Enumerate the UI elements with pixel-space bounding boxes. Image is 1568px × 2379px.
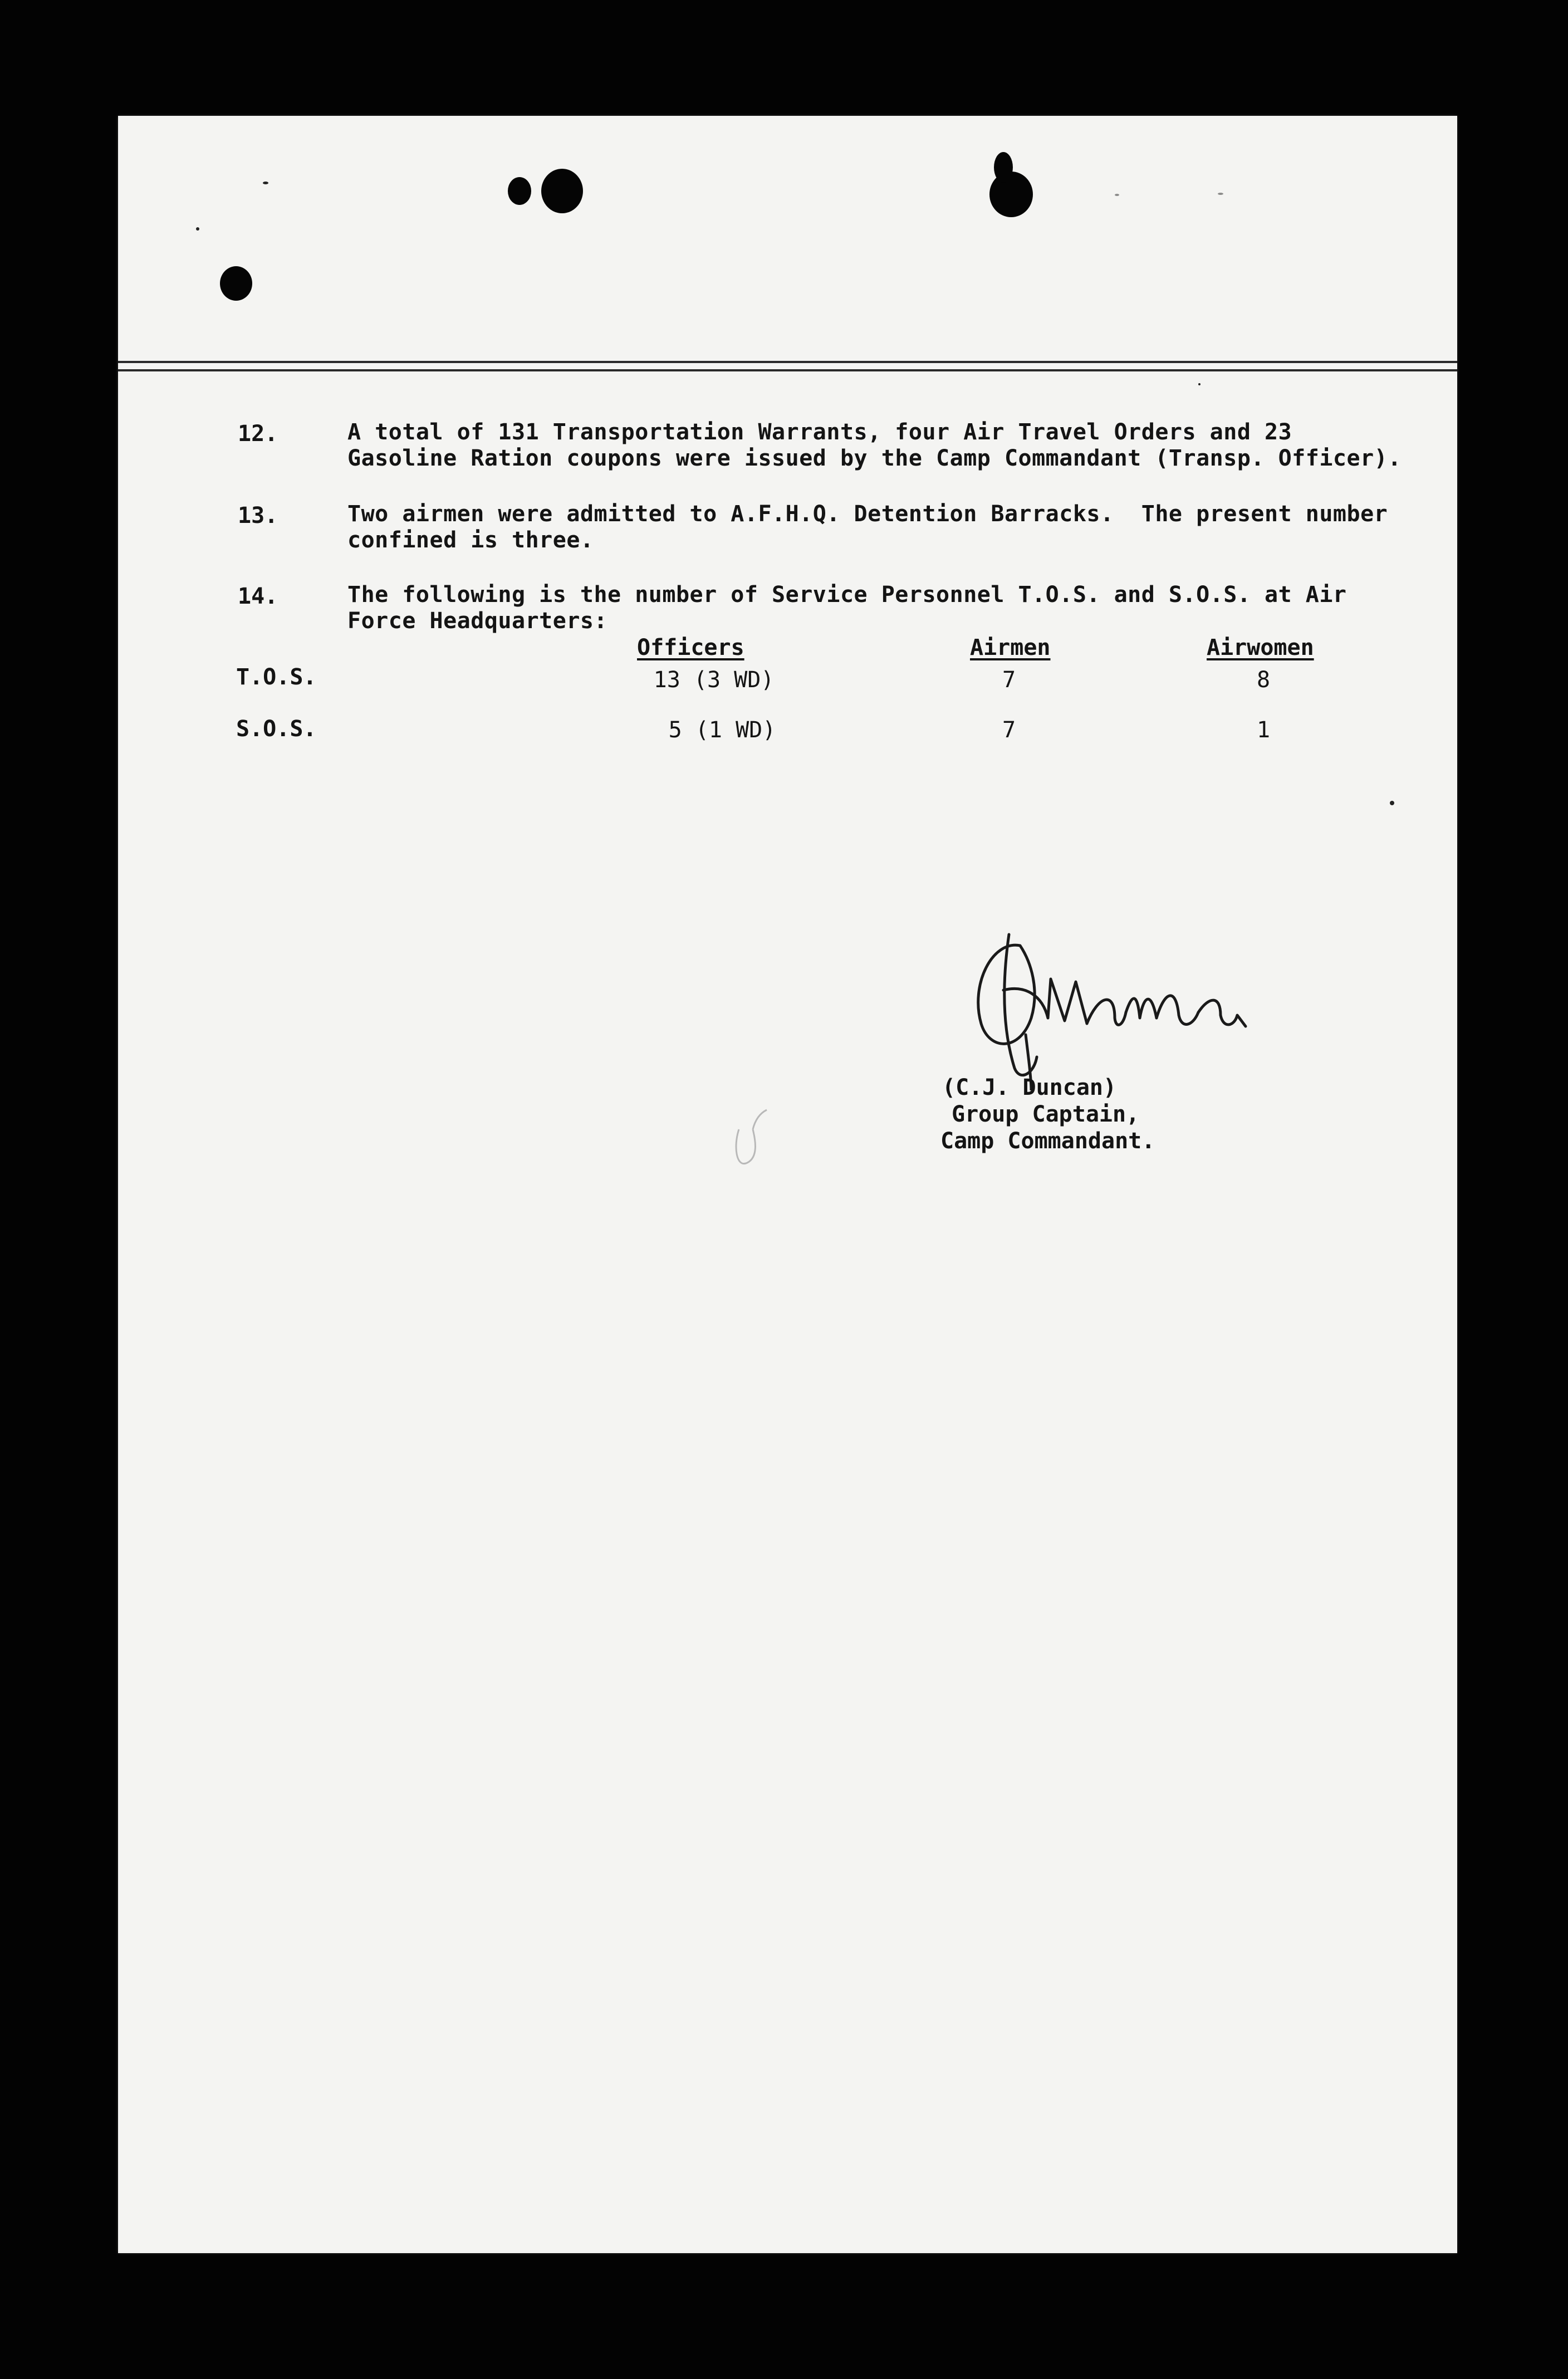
punch-hole bbox=[508, 177, 531, 205]
cell-officers-tos: 13 (3 WD) bbox=[653, 667, 775, 693]
scan-speck bbox=[196, 227, 199, 231]
punch-hole bbox=[989, 172, 1033, 217]
item-text-line: Gasoline Ration coupons were issued by the Camp Commandant (Transp. Officer). bbox=[347, 446, 1402, 471]
item-text-line: A total of 131 Transportation Warrants, four Air Travel Orders and 23 bbox=[347, 419, 1292, 445]
scan-speck bbox=[1390, 801, 1394, 805]
row-label-tos: T.O.S. bbox=[236, 664, 317, 690]
header-rule-bottom bbox=[118, 369, 1457, 371]
item-number: 14. bbox=[238, 584, 278, 609]
column-header-airmen: Airmen bbox=[970, 635, 1051, 660]
cell-officers-sos: 5 (1 WD) bbox=[668, 717, 776, 743]
cell-airmen-tos: 7 bbox=[1002, 667, 1016, 693]
item-text-line: Two airmen were admitted to A.F.H.Q. Detention Barracks. The present number bbox=[347, 501, 1388, 527]
item-number: 13. bbox=[238, 503, 278, 528]
document-page bbox=[118, 116, 1457, 2253]
item-number: 12. bbox=[238, 421, 278, 447]
signatory-rank: Group Captain, bbox=[952, 1102, 1140, 1127]
cell-airmen-sos: 7 bbox=[1002, 717, 1016, 743]
signatory-name: (C.J. Duncan) bbox=[942, 1075, 1117, 1100]
header-rule-top bbox=[118, 361, 1457, 363]
scan-speck bbox=[1218, 193, 1223, 195]
scan-speck bbox=[1198, 383, 1200, 385]
punch-hole bbox=[220, 266, 252, 301]
signatory-title: Camp Commandant. bbox=[940, 1128, 1155, 1154]
cell-airwomen-sos: 1 bbox=[1256, 717, 1271, 743]
pencil-mark bbox=[728, 1107, 772, 1174]
column-header-airwomen: Airwomen bbox=[1207, 635, 1314, 660]
row-label-sos: S.O.S. bbox=[236, 716, 317, 742]
column-header-officers: Officers bbox=[637, 635, 744, 660]
scan-speck bbox=[1115, 194, 1119, 196]
handwritten-signature bbox=[937, 923, 1393, 1090]
cell-airwomen-tos: 8 bbox=[1256, 667, 1271, 693]
item-text-line: Force Headquarters: bbox=[347, 608, 608, 634]
scan-speck bbox=[263, 182, 268, 184]
item-text-line: The following is the number of Service Personnel T.O.S. and S.O.S. at Air bbox=[347, 582, 1347, 608]
punch-hole bbox=[994, 152, 1013, 183]
punch-hole bbox=[541, 169, 583, 213]
item-text-line: confined is three. bbox=[347, 527, 594, 553]
